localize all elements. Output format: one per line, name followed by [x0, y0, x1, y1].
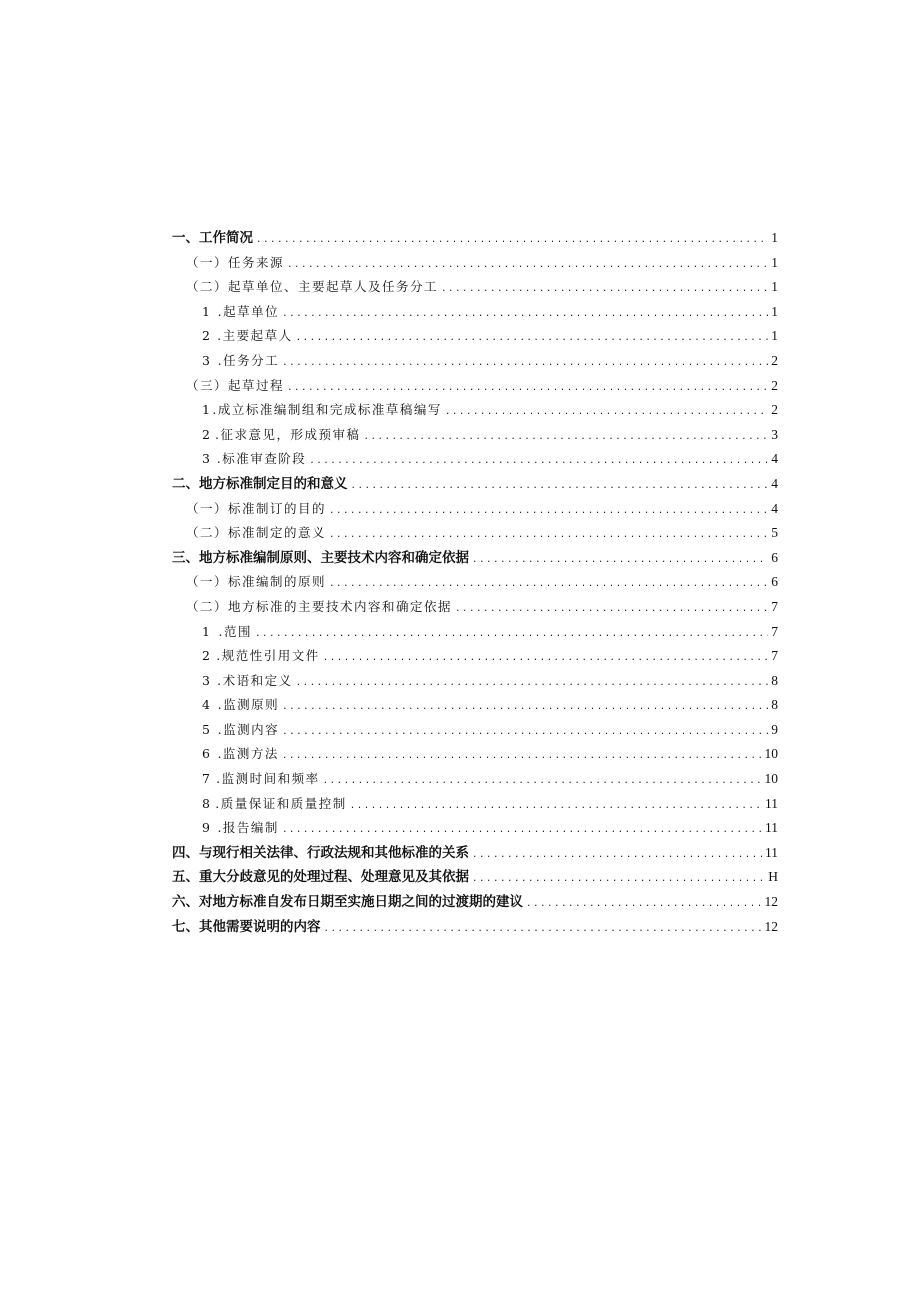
toc-entry-title: 二、地方标准制定目的和意义: [172, 475, 348, 492]
toc-entry-title: .质量保证和质量控制: [215, 795, 347, 811]
toc-dot-leader: [351, 793, 763, 818]
toc-dot-leader: [283, 350, 768, 375]
toc-dot-leader: [442, 276, 768, 301]
toc-entry-title: .标准审查阶段: [216, 451, 307, 467]
toc-entry-title: （三）起草过程: [186, 377, 285, 393]
toc-entry-number: 5: [202, 721, 212, 737]
toc-entry-page: 7: [771, 623, 778, 639]
toc-dot-leader: [297, 670, 768, 695]
toc-dot-leader: [473, 842, 763, 867]
toc-entry-page: 10: [764, 746, 778, 762]
toc-entry-number: 9: [202, 820, 212, 836]
toc-entry[interactable]: [172, 816, 778, 841]
toc-entry-number: 8: [202, 795, 212, 811]
toc-entry-page: 8: [771, 697, 778, 713]
toc-dot-leader: [283, 301, 768, 326]
toc-entry-page: 6: [771, 574, 778, 590]
toc-dot-leader: [364, 424, 768, 449]
toc-entry-title: .规范性引用文件: [216, 648, 320, 664]
toc-entry[interactable]: [172, 693, 778, 718]
toc-entry-title: 三、地方标准编制原则、主要技术内容和确定依据: [172, 549, 469, 566]
toc-entry-number: 3: [202, 352, 212, 368]
toc-entry[interactable]: [172, 890, 778, 915]
toc-entry[interactable]: [172, 251, 778, 276]
toc-entry[interactable]: [172, 349, 778, 374]
toc-entry-number: 7: [202, 771, 212, 787]
toc-entry-page: 3: [771, 426, 778, 442]
toc-dot-leader: [288, 252, 768, 277]
toc-entry-page: 12: [764, 918, 778, 934]
toc-entry-page: 2: [771, 377, 778, 393]
toc-dot-leader: [257, 227, 768, 252]
toc-dot-leader: [297, 325, 768, 350]
toc-dot-leader: [352, 473, 769, 498]
toc-entry-title: .监测时间和频率: [216, 771, 320, 787]
toc-entry-title: （一）标准制订的目的: [186, 500, 327, 516]
toc-entry[interactable]: [172, 742, 778, 767]
toc-entry-page: 4: [771, 475, 778, 491]
toc-entry-number: 3: [202, 672, 212, 688]
toc-entry-page: 10: [764, 771, 778, 787]
table-of-contents: [172, 226, 778, 939]
toc-entry-page: 2: [771, 402, 778, 418]
toc-dot-leader: [330, 571, 768, 596]
toc-entry-title: .范围: [218, 623, 252, 639]
toc-dot-leader: [446, 399, 768, 424]
toc-entry-page: 2: [771, 352, 778, 368]
toc-entry-page: 4: [771, 500, 778, 516]
toc-dot-leader: [283, 719, 768, 744]
toc-entry-title: .监测方法: [217, 746, 279, 762]
toc-entry-number: 2: [202, 648, 212, 664]
toc-entry-number: 2: [202, 328, 212, 344]
toc-entry-title: 六、对地方标准自发布日期至实施日期之间的过渡期的建议: [172, 894, 523, 911]
toc-entry-title: .监测内容: [217, 721, 280, 737]
toc-entry-page: 7: [771, 648, 778, 664]
toc-entry[interactable]: [172, 595, 778, 620]
toc-entry-page: 11: [765, 795, 778, 811]
toc-dot-leader: [324, 768, 763, 793]
toc-dot-leader: [283, 817, 763, 842]
toc-entry[interactable]: [172, 447, 778, 472]
toc-entry-number: 1: [202, 623, 212, 639]
toc-entry[interactable]: [172, 300, 778, 325]
toc-entry-title: 五、重大分歧意见的处理过程、处理意见及其依据: [172, 869, 469, 886]
toc-entry-page: 1: [771, 254, 778, 270]
toc-entry-number: 6: [202, 746, 212, 762]
toc-entry[interactable]: [172, 398, 778, 423]
toc-entry-title: .术语和定义: [217, 672, 293, 688]
toc-entry-page: 1: [771, 328, 778, 344]
toc-entry[interactable]: [172, 374, 778, 399]
toc-entry[interactable]: [172, 767, 778, 792]
toc-entry-title: 四、与现行相关法律、行政法规和其他标准的关系: [172, 844, 469, 861]
toc-dot-leader: [324, 645, 768, 670]
toc-dot-leader: [288, 375, 768, 400]
toc-entry[interactable]: [172, 644, 778, 669]
toc-entry[interactable]: [172, 669, 778, 694]
toc-entry-title: .主要起草人: [217, 328, 293, 344]
toc-entry[interactable]: [172, 521, 778, 546]
toc-entry[interactable]: [172, 865, 778, 890]
toc-dot-leader: [310, 448, 768, 473]
toc-entry-page: 7: [771, 598, 778, 614]
toc-entry[interactable]: [172, 472, 778, 497]
toc-entry-number: 1: [202, 402, 212, 418]
toc-entry[interactable]: [172, 275, 778, 300]
toc-dot-leader: [256, 621, 768, 646]
toc-entry[interactable]: [172, 423, 778, 448]
toc-entry-page: 11: [765, 820, 778, 836]
toc-entry-page: 9: [771, 721, 778, 737]
toc-dot-leader: [330, 522, 768, 547]
toc-entry-page: 1: [771, 303, 778, 319]
toc-dot-leader: [330, 498, 768, 523]
toc-entry-title: （一）任务来源: [186, 254, 285, 270]
toc-entry-page: 1: [771, 279, 778, 295]
toc-entry-title: （二）标准制定的意义: [186, 525, 327, 541]
toc-entry[interactable]: [172, 915, 778, 940]
toc-entry[interactable]: [172, 718, 778, 743]
toc-entry[interactable]: [172, 324, 778, 349]
toc-dot-leader: [283, 743, 763, 768]
toc-entry-page: 11: [765, 844, 778, 860]
toc-entry-title: 七、其他需要说明的内容: [172, 918, 321, 935]
toc-entry-title: （二）地方标准的主要技术内容和确定依据: [186, 598, 453, 614]
toc-entry-title: .起草单位: [217, 303, 280, 319]
toc-entry-title: .成立标准编制组和完成标准草稿编写: [212, 402, 442, 418]
toc-dot-leader: [456, 596, 768, 621]
toc-entry-page: 1: [771, 230, 778, 245]
toc-entry-title: .报告编制: [217, 820, 279, 836]
toc-dot-leader: [283, 694, 768, 719]
toc-entry-title: （一）标准编制的原则: [186, 574, 327, 590]
toc-entry[interactable]: [172, 620, 778, 645]
toc-entry-number: 4: [202, 697, 212, 713]
toc-entry-title: .任务分工: [217, 352, 280, 368]
toc-entry[interactable]: [172, 570, 778, 595]
toc-entry[interactable]: [172, 841, 778, 866]
toc-entry-page: 5: [771, 525, 778, 541]
toc-dot-leader: [527, 891, 763, 916]
toc-dot-leader: [473, 866, 766, 891]
toc-entry-page: 12: [764, 894, 778, 910]
toc-entry-page: 4: [771, 451, 778, 467]
toc-entry-number: 2: [202, 426, 212, 442]
toc-entry-number: 1: [202, 303, 212, 319]
toc-entry-title: （二）起草单位、主要起草人及任务分工: [186, 279, 439, 295]
toc-dot-leader: [325, 916, 763, 941]
toc-entry[interactable]: [172, 792, 778, 817]
toc-entry-number: 3: [202, 451, 212, 467]
toc-entry-title: .征求意见，形成预审稿: [214, 426, 361, 442]
toc-entry[interactable]: [172, 226, 778, 251]
toc-entry-page: 8: [771, 672, 778, 688]
toc-entry[interactable]: [172, 497, 778, 522]
toc-entry-title: .监测原则: [217, 697, 280, 713]
toc-dot-leader: [473, 547, 768, 572]
toc-entry-page: H: [768, 869, 778, 885]
toc-entry-title: 一、工作简况: [172, 230, 253, 246]
toc-entry[interactable]: [172, 546, 778, 571]
toc-entry-page: 6: [771, 549, 778, 565]
